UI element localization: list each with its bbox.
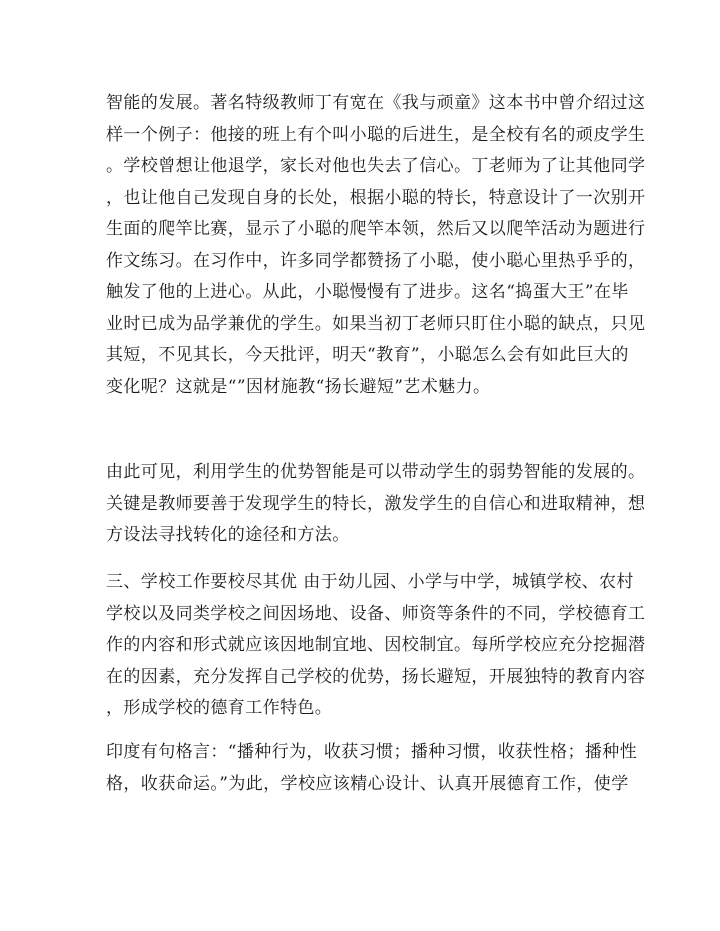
text-line: ，也让他自己发现自身的长处，根据小聪的特长，特意设计了一次别开 <box>106 187 646 208</box>
text-line: 生面的爬竿比赛，显示了小聪的爬竿本领，然后又以爬竿活动为题进行 <box>106 219 646 239</box>
text-line: 格，收获命运。”为此，学校应该精心设计、认真开展德育工作，使学 <box>106 773 629 794</box>
text-line: 作的内容和形式就应该因地制宜地、因校制宜。每所学校应充分挖掘潜 <box>106 635 646 655</box>
text-line: 智能的发展。著名特级教师丁有宽在《我与顽童》这本书中曾介绍过这 <box>106 93 646 113</box>
paragraph-indian-proverb <box>106 737 638 800</box>
text-line: 其短，不见其长，今天批评，明天“教育”，小聪怎么会有如此巨大的 <box>106 345 629 365</box>
paragraph-conclusion <box>106 457 646 552</box>
text-line: 样一个例子：他接的班上有个叫小聪的后进生，是全校有名的顽皮学生 <box>106 124 646 145</box>
text-line: 业时已成为品学兼优的学生。如果当初丁老师只盯住小聪的缺点，只见 <box>106 313 646 334</box>
paragraph-section-three <box>106 567 646 725</box>
text-line: 关键是教师要善于发现学生的特长，激发学生的自信心和进取精神，想 <box>106 493 646 514</box>
text-line: 作文练习。在习作中，许多同学都赞扬了小聪，使小聪心里热乎乎的， <box>106 250 646 271</box>
text-line: 在的因素，充分发挥自己学校的优势，扬长避短，开展独特的教育内容 <box>106 666 646 687</box>
text-line: 。学校曾想让他退学，家长对他也失去了信心。丁老师为了让其他同学 <box>106 156 646 176</box>
text-line: 学校以及同类学校之间因场地、设备、师资等条件的不同，学校德育工 <box>106 603 646 624</box>
paragraph-teacher-example <box>106 88 646 403</box>
text-line: ，形成学校的德育工作特色。 <box>106 698 333 718</box>
text-line: 由此可见，利用学生的优势智能是可以带动学生的弱势智能的发展的。 <box>106 462 646 482</box>
text-line: 变化呢？这就是“”因材施教“扬长避短”艺术魅力。 <box>106 376 491 397</box>
text-line: 三、学校工作要校尽其优 由于幼儿园、小学与中学，城镇学校、农村 <box>106 572 634 592</box>
text-line: 印度有句格言：“播种行为，收获习惯；播种习惯，收获性格；播种性 <box>106 742 638 762</box>
text-line: 触发了他的上进心。从此，小聪慢慢有了进步。这名“捣蛋大王”在毕 <box>106 282 629 302</box>
text-line: 方设法寻找转化的途径和方法。 <box>106 525 350 545</box>
